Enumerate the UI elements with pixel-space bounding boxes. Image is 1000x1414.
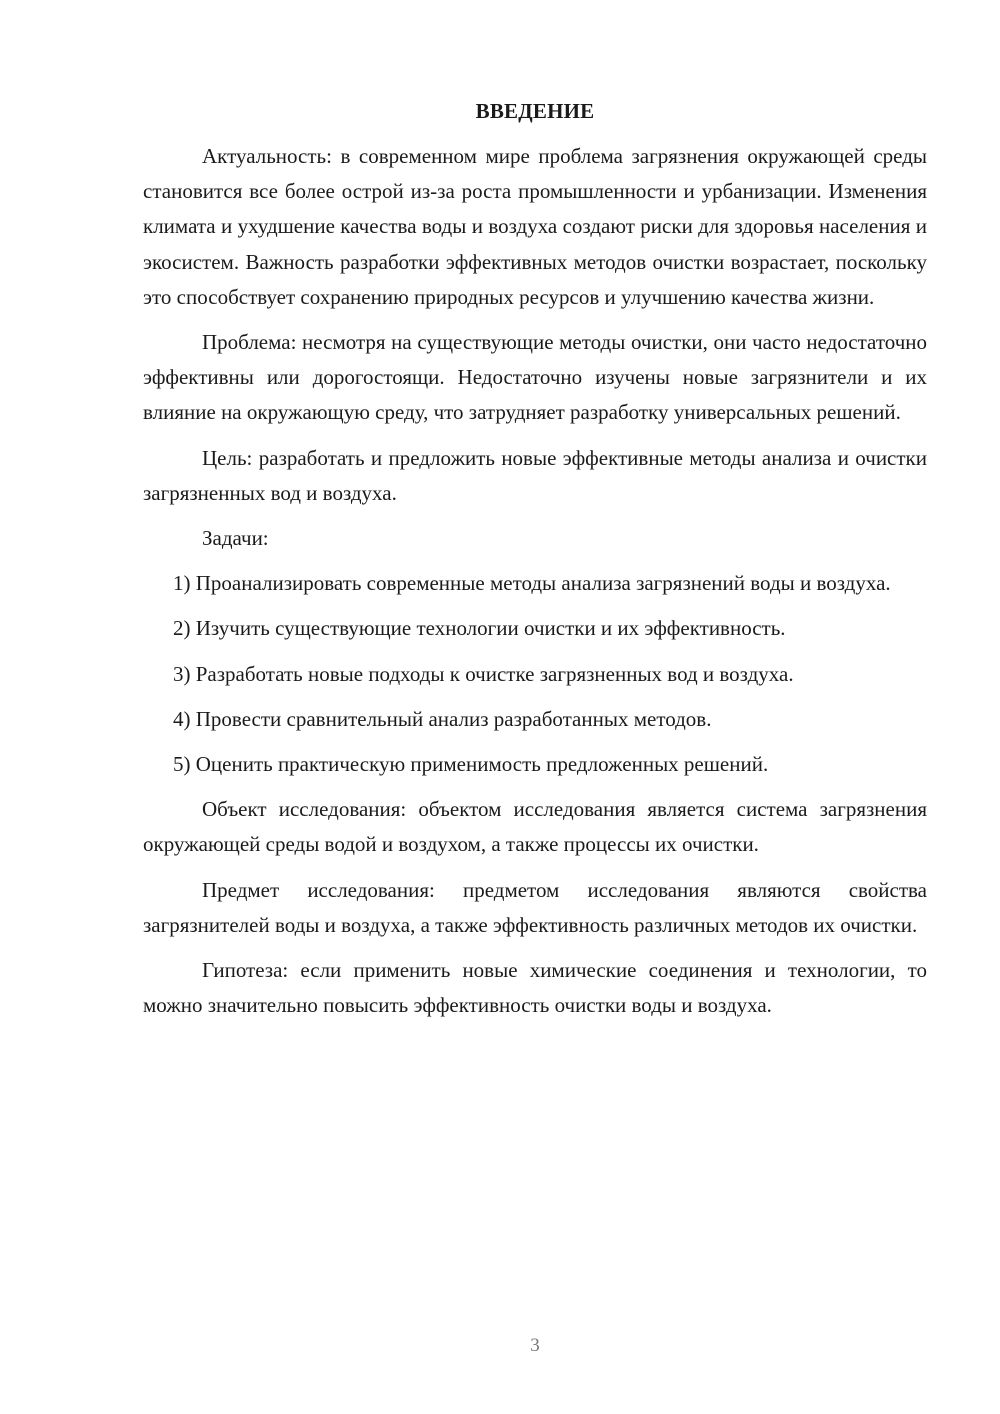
paragraph-goal: Цель: разработать и предложить новые эффективные методы анализа и очистки загрязненных вод и воздуха. xyxy=(143,445,927,505)
paragraph-problem: Проблема: несмотря на существующие методы очистки, они часто недостаточно эффективны или дорогостоящи. Недостаточно изучены новые загрязнители и их влияние на окружающую среду, что затрудняет разработку универсальных решений. xyxy=(143,330,927,425)
list-item: 1) Проанализировать современные методы анализа загрязнений воды и воздуха. xyxy=(173,571,891,596)
list-item: 4) Провести сравнительный анализ разработанных методов. xyxy=(173,706,712,731)
list-item: 2) Изучить существующие технологии очистки и их эффективность. xyxy=(173,616,786,641)
paragraph-hypothesis: Гипотеза: если применить новые химические соединения и технологии, то можно значительно повысить эффективность очистки воды и воздуха. xyxy=(143,958,927,1018)
list-item: 5) Оценить практическую применимость предложенных решений. xyxy=(173,752,769,777)
paragraph-relevance: Актуальность: в современном мире проблема загрязнения окружающей среды становится все более острой из-за роста промышленности и урбанизации. Изменения климата и ухудшение качества воды и воздуха создают риски для здоровья населения и экосистем. Важность разработки эффективных методов очистки возрастает, поскольку это способствует сохранению природных ресурсов и улучшению качества жизни. xyxy=(143,144,927,309)
tasks-label: Задачи: xyxy=(202,526,269,551)
list-item: 3) Разработать новые подходы к очистке загрязненных вод и воздуха. xyxy=(173,661,794,686)
paragraph-object: Объект исследования: объектом исследования является система загрязнения окружающей среды водой и воздухом, а также процессы их очистки. xyxy=(143,797,927,857)
page-number: 3 xyxy=(530,1335,540,1356)
paragraph-subject: Предмет исследования: предметом исследования являются свойства загрязнителей воды и воздуха, а также эффективность различных методов их очистки. xyxy=(143,877,927,937)
tasks-list xyxy=(143,566,927,782)
page-body xyxy=(143,94,927,1033)
page-title: ВВЕДЕНИЕ xyxy=(475,99,595,123)
